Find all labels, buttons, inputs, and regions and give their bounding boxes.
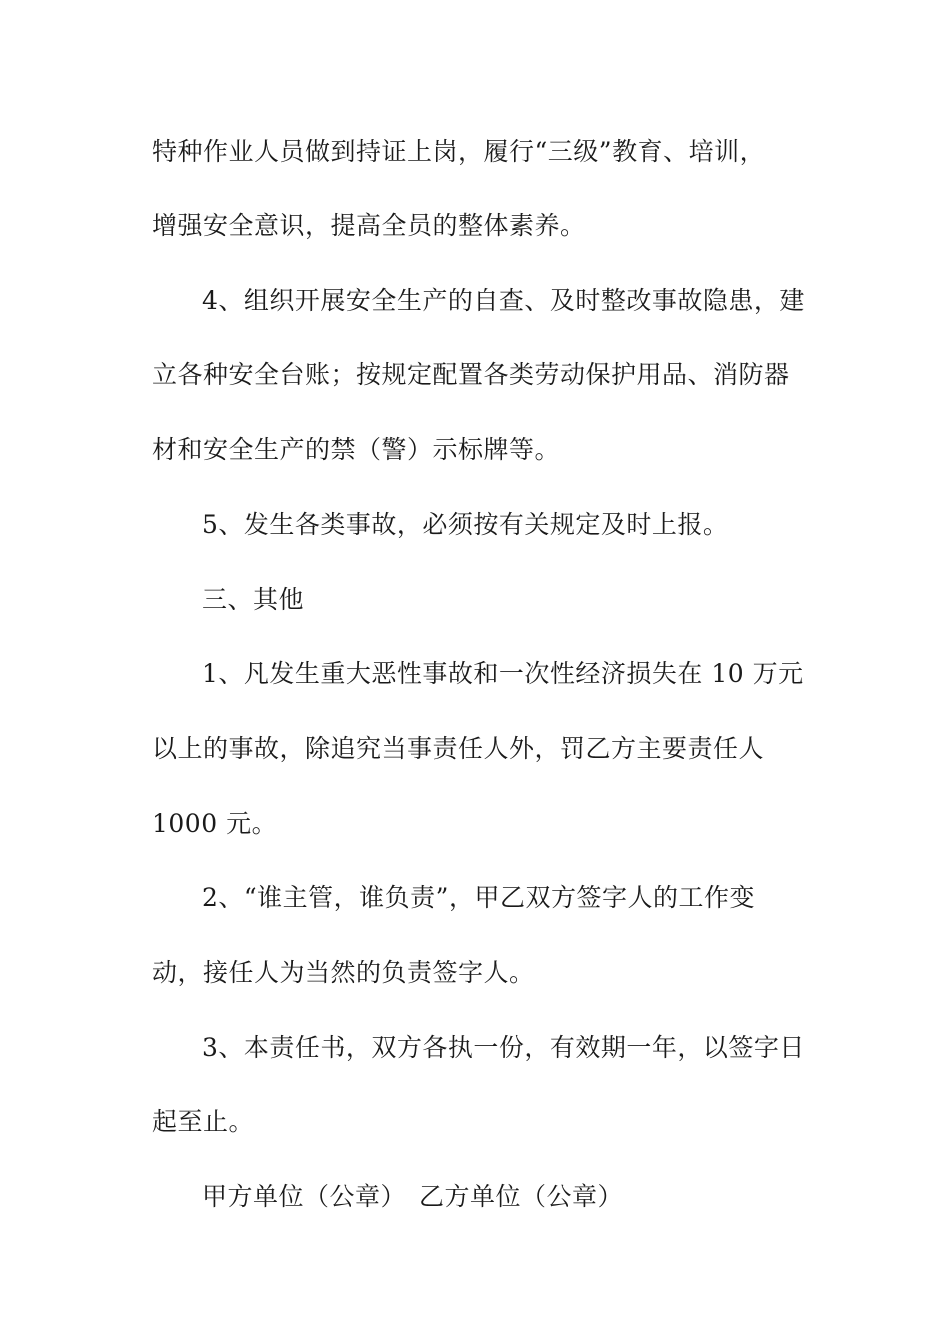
text-line: 1000 元。	[152, 809, 278, 838]
text-line: 立各种安全台账；按规定配置各类劳动保护用品、消防器	[152, 360, 790, 389]
text-line: 3、本责任书，双方各执一份，有效期一年，以签字日	[202, 1033, 805, 1062]
text-line: 动，接任人为当然的负责签字人。	[152, 958, 535, 987]
section-heading: 三、其他	[202, 585, 305, 614]
text-line: 特种作业人员做到持证上岗，履行“三级”教育、培训，	[152, 137, 766, 166]
text-line: 起至止。	[152, 1107, 255, 1136]
signature-line: 甲方单位（公章） 乙方单位（公章）	[202, 1182, 624, 1211]
text-line: 以上的事故，除追究当事责任人外，罚乙方主要责任人	[152, 734, 765, 763]
text-line: 增强安全意识，提高全员的整体素养。	[152, 211, 586, 240]
text-line: 材和安全生产的禁（警）示标牌等。	[152, 435, 561, 464]
text-line: 4、组织开展安全生产的自查、及时整改事故隐患，建	[202, 286, 805, 315]
text-line: 1、凡发生重大恶性事故和一次性经济损失在 10 万元	[202, 659, 804, 688]
text-line: 2、“谁主管，谁负责”，甲乙双方签字人的工作变	[202, 883, 755, 912]
text-line: 5、发生各类事故，必须按有关规定及时上报。	[202, 510, 729, 539]
